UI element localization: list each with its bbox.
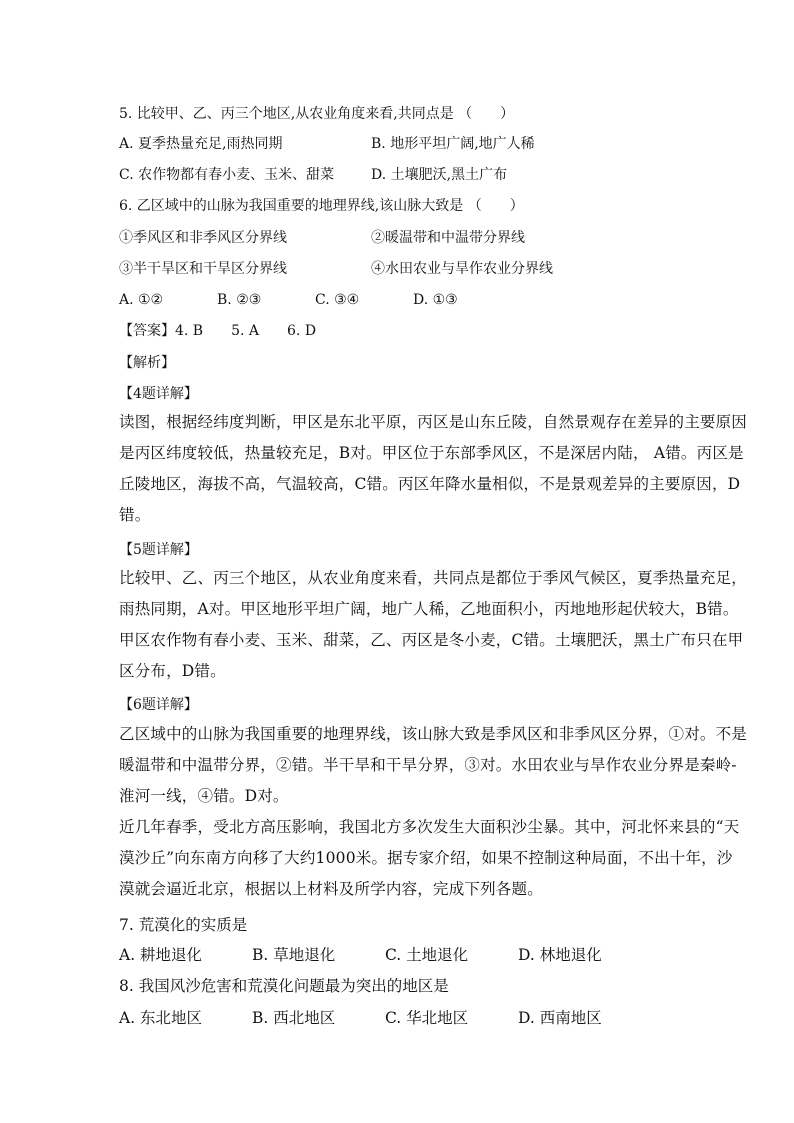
- detail-4-line: 丘陵地区，海拔不高，气温较高，C错。丙区年降水量相似，不是景观差异的主要原因，D: [119, 475, 741, 493]
- question-5-option-b: B. 地形平坦广阔,地广人稀: [371, 136, 535, 152]
- question-5-stem: 5. 比较甲、乙、丙三个地区,从农业角度来看,共同点是 （ ）: [119, 106, 515, 122]
- detail-4-line: 错。: [119, 506, 151, 524]
- question-6-items-row-1: [119, 229, 679, 247]
- question-6-option-d: D. ①③: [413, 292, 458, 308]
- detail-4-paragraph: [119, 407, 748, 531]
- question-5-options-row-1: [119, 135, 679, 153]
- detail-6-line: 暖温带和中温带分界，②错。半干旱和干旱分界，③对。水田农业与旱作农业分界是秦岭-: [119, 756, 737, 774]
- detail-5-heading: 【5题详解】: [119, 542, 198, 558]
- detail-6-line: 淮河一线，④错。D对。: [119, 787, 289, 805]
- question-8-stem: 8. 我国风沙危害和荒漠化问题最为突出的地区是: [119, 977, 449, 995]
- material-passage: [119, 812, 740, 905]
- detail-4-line: 是丙区纬度较低，热量较充足，B对。甲区位于东部季风区，不是深居内陆， A错。丙区是: [119, 444, 744, 462]
- question-8-option-a: A. 东北地区: [119, 1009, 203, 1027]
- detail-4-heading: 【4题详解】: [119, 386, 198, 402]
- question-6-stem: 6. 乙区域中的山脉为我国重要的地理界线,该山脉大致是 （ ）: [119, 198, 524, 214]
- detail-4-line: 读图，根据经纬度判断，甲区是东北平原，丙区是山东丘陵，自然景观存在差异的主要原因: [119, 413, 748, 431]
- question-6-item-3: ③半干旱区和干旱区分界线: [119, 261, 287, 277]
- detail-5-line: 区分布，D错。: [119, 662, 226, 680]
- question-8-option-d: D. 西南地区: [518, 1009, 602, 1027]
- detail-6-line: 乙区域中的山脉为我国重要的地理界线，该山脉大致是季风区和非季风区分界，①对。不是: [119, 725, 748, 743]
- analysis-label: 【解析】: [119, 355, 175, 371]
- question-7-option-b: B. 草地退化: [252, 946, 336, 964]
- question-6-option-b: B. ②③: [217, 292, 262, 308]
- question-7-option-d: D. 林地退化: [518, 946, 602, 964]
- question-7-option-c: C. 土地退化: [385, 946, 469, 964]
- answer-line: 【答案】4. B 5. A 6. D: [119, 323, 317, 339]
- detail-5-line: 比较甲、乙、丙三个地区，从农业角度来看，共同点是都位于季风气候区，夏季热量充足，: [119, 569, 748, 587]
- passage-line: 近几年春季，受北方高压影响，我国北方多次发生大面积沙尘暴。其中，河北怀来县的“天: [119, 818, 740, 836]
- question-7-option-a: A. 耕地退化: [119, 946, 203, 964]
- detail-5-paragraph: [119, 563, 748, 687]
- question-8-option-b: B. 西北地区: [252, 1009, 336, 1027]
- detail-6-paragraph: [119, 719, 748, 812]
- question-8-option-c: C. 华北地区: [385, 1009, 469, 1027]
- question-7-stem: 7. 荒漠化的实质是: [119, 916, 248, 934]
- question-6-item-1: ①季风区和非季风区分界线: [119, 230, 287, 246]
- question-5-option-d: D. 土壤肥沃,黑土广布: [371, 167, 508, 183]
- question-5-option-c: C. 农作物都有春小麦、玉米、甜菜: [119, 167, 335, 183]
- question-6-option-a: A. ①②: [119, 292, 164, 308]
- question-8-options-row: [119, 1009, 679, 1027]
- passage-line: 漠沙丘”向东南方向移了大约1000米。据专家介绍，如果不控制这种局面，不出十年，沙: [119, 849, 733, 867]
- question-6-item-2: ②暖温带和中温带分界线: [371, 230, 525, 246]
- question-6-option-c: C. ③④: [315, 292, 360, 308]
- question-7-options-row: [119, 946, 679, 964]
- question-6-item-4: ④水田农业与旱作农业分界线: [371, 261, 553, 277]
- detail-5-line: 甲区农作物有春小麦、玉米、甜菜，乙、丙区是冬小麦，C错。土壤肥沃，黑土广布只在甲: [119, 631, 744, 649]
- question-5-options-row-2: [119, 166, 679, 184]
- question-5-option-a: A. 夏季热量充足,雨热同期: [119, 136, 283, 152]
- question-6-items-row-2: [119, 260, 679, 278]
- question-6-options-row: [119, 291, 679, 309]
- passage-line: 漠就会逼近北京，根据以上材料及所学内容，完成下列各题。: [119, 880, 543, 898]
- detail-6-heading: 【6题详解】: [119, 697, 198, 713]
- detail-5-line: 雨热同期，A对。甲区地形平坦广阔，地广人稀，乙地面积小，丙地地形起伏较大，B错。: [119, 600, 739, 618]
